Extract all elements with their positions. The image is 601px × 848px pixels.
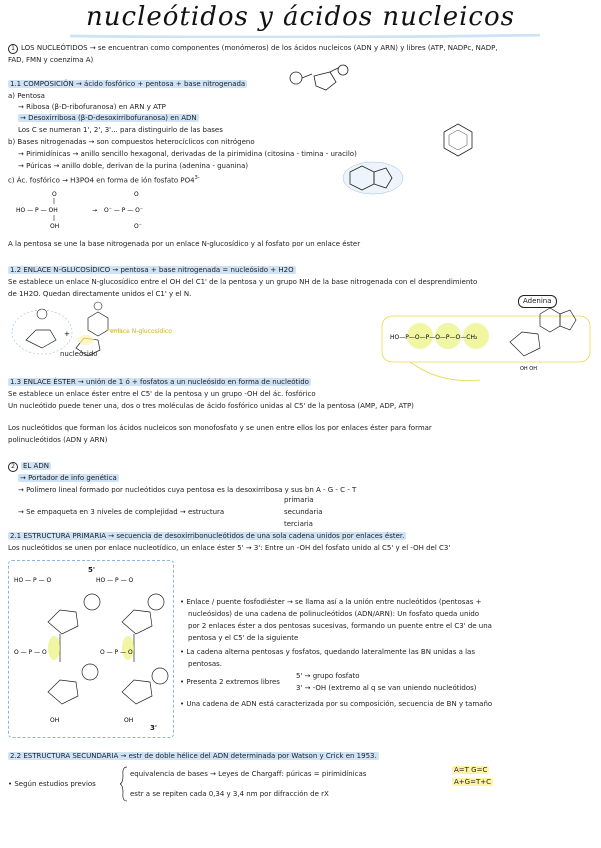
polynucleotide-chain-diagram [10,562,170,734]
glycosidic-line-1: Se establece un enlace N-glucosídico entre el OH del C1' de la pentosa y un grupo NH de la base nitrogenada con el desprendimiento [8,278,478,286]
previous-studies: • Según estudios previos [8,780,96,788]
chain-alternates-line-2: pentosas. [188,660,223,668]
svg-text:HO — P — O: HO — P — O [96,577,134,584]
svg-text:+: + [64,330,70,338]
phosphodiester-line-3: por 2 enlaces éster a dos pentosas sucesivas, formando un puente entre el C3' de una [188,622,492,630]
secondary-structure-heading: 2.2 ESTRUCTURA SECUNDARIA → estr de doble hélice del ADN determinada por Watson y Crick en 1953. [10,752,377,760]
svg-text:HO — P — OH: HO — P — OH [16,207,58,214]
ribose-line: → Ribosa (β-D-ribofuranosa) en ARN y ATP [18,103,166,111]
intro-line-1: 1 LOS NUCLEÓTIDOS → se encuentran como componentes (monómeros) de los ácidos nucleicos (ADN y ARN) y libres (ATP, NADPc, NADP, [8,44,498,54]
title-underline [70,34,540,38]
dna-line-3: → Se empaqueta en 3 niveles de complejidad → estructura [18,508,225,516]
ester-line-1: Se establece un enlace éster entre el C5' de la pentosa y un grupo -OH del ác. fosfórico [8,390,316,398]
level-primary: primaria [284,496,314,504]
purine-structure-icon [340,160,406,196]
pyrimidine-structure-icon [430,120,486,160]
primary-structure-heading: 2.1 ESTRUCTURA PRIMARIA → secuencia de desoxirribonucleótidos de una sola cadena unidos por enlaces éster. [10,532,405,540]
phosphoric-acid-structure [12,188,182,230]
svg-text:OH: OH [50,223,60,230]
svg-text:OH OH: OH OH [520,366,537,372]
pentose-label: a) Pentosa [8,92,45,100]
glycosidic-line-2: de 1H2O. Quedan directamente unidos el C1' y el N. [8,290,192,298]
free-ends-label: • Presenta 2 extremos libres [180,678,280,686]
svg-text:O — P — O: O — P — O [14,649,47,656]
svg-text:O: O [52,191,57,198]
glycosidic-bond-label: enlace N-glucosídico [110,328,172,335]
five-prime-end: 5' [88,566,96,574]
page-title: nucleótidos y ácidos nucleicos [86,2,515,32]
adenine-label: Adenina [518,295,557,308]
level-secondary: secundaria [284,508,323,516]
chargaff-line: equivalencia de bases → Leyes de Chargaff: púricas = pirimidínicas [130,770,367,778]
brace-icon [120,766,128,802]
intro-line-2: FAD, FMN y coenzima A) [8,56,94,64]
nucleotide-scheme-icon [286,64,356,98]
phosphodiester-line-2: nucleósidos) de una cadena de polinucleótidos (ADN/ARN): Un fosfato queda unido [188,610,480,618]
ester-line-4: polinucleótidos (ADN y ARN) [8,436,108,444]
pyrimidine-line: → Pirimidínicas → anillo sencillo hexagonal, derivadas de la pirimidina (citosina - timina - uracilo) [18,150,357,158]
chain-alternates-line-1: • La cadena alterna pentosas y fosfatos, quedando lateralmente las BN unidas a las [180,648,475,656]
svg-text:→: → [92,207,98,214]
nucleoside-label: nucleósido [60,350,98,358]
svg-text:O: O [134,191,139,198]
deoxyribose-line: → Desoxirribosa (β-D-desoxirribofuranosa) en ADN [20,114,197,122]
free-end-5: 5' → grupo fosfato [296,672,360,680]
phosphodiester-line-4: pentosa y el C5' de la siguiente [188,634,299,642]
dna-line-2: → Polímero lineal formado por nucleótidos cuya pentosa es la desoxirribosa y sus bn A - G - C - T [18,486,357,494]
svg-text:HO — P — O: HO — P — O [14,577,52,584]
svg-text:O⁻ — P — O⁻: O⁻ — P — O⁻ [104,207,144,214]
link-summary: A la pentosa se une la base nitrogenada por un enlace N-glucosídico y al fosfato por un enlace éster [8,240,361,248]
svg-text:OH: OH [50,717,60,724]
phosphoric-line: c) Ác. fosfórico → H3PO4 en forma de ión fosfato $PO4^{3-}$ [8,175,200,185]
base-pair-equation-2: A+G=T+C [454,778,491,786]
primary-structure-line-1: Los nucleótidos se unen por enlace nucleotídico, un enlace éster 5' → 3': Entre un -OH del fosfato unido al C5' y el -OH del C3' [8,544,451,552]
dna-heading: 2 EL ADN [8,462,51,472]
free-end-3: 3' → -OH (extremo al q se van uniendo nucleótidos) [296,684,477,692]
ester-line-2: Un nucleótido puede tener una, dos o tres moléculas de ácido fosfórico unidas al C5' de la pentosa (AMP, ADP, ATP) [8,402,414,410]
level-tertiary: terciaria [284,520,313,528]
ester-line-3: Los nucleótidos que forman los ácidos nucleicos son monofosfato y se unen entre ellos los por enlaces éster para formar [8,424,432,432]
three-prime-end: 3' [150,724,158,732]
svg-text:O — P — O: O — P — O [100,649,133,656]
section-number-badge: 2 [8,462,18,472]
dna-line-1: → Portador de info genética [20,474,117,482]
diffraction-line: estr a se repiten cada 0,34 y 3,4 nm por difracción de rX [130,790,329,798]
composition-heading: 1.1 COMPOSICIÓN → ácido fosfórico + pentosa + base nitrogenada [10,80,246,88]
purine-line: → Púricas → anillo doble, derivan de la purina (adenina - guanina) [18,162,249,170]
carbon-numbering: Los C se numeran 1', 2', 3'... para distinguirlo de las bases [18,126,223,134]
glycosidic-heading: 1.2 ENLACE N-GLUCOSÍDICO → pentosa + base nitrogenada = nucleósido + H2O [10,266,294,274]
bases-heading: b) Bases nitrogenadas → son compuestos heterocíclicos con nitrógeno [8,138,255,146]
svg-text:HO—P—O—P—O—P—O—CH₂: HO—P—O—P—O—P—O—CH₂ [390,334,478,341]
svg-text:O⁻: O⁻ [134,223,142,230]
section-number-badge: 1 [8,44,18,54]
phosphodiester-line-1: • Enlace / puente fosfodiéster → se llama así a la unión entre nucleótidos (pentosas + [180,598,482,606]
base-pair-equation-1: A=T G=C [454,766,488,774]
ester-heading: 1.3 ENLACE ÉSTER → unión de 1 ó + fosfatos a un nucleósido en forma de nucleótido [10,378,309,386]
atp-diagram [380,292,594,384]
svg-text:OH: OH [124,717,134,724]
chain-characterized: • Una cadena de ADN está caracterizada por su composición, secuencia de BN y tamaño [180,700,493,708]
